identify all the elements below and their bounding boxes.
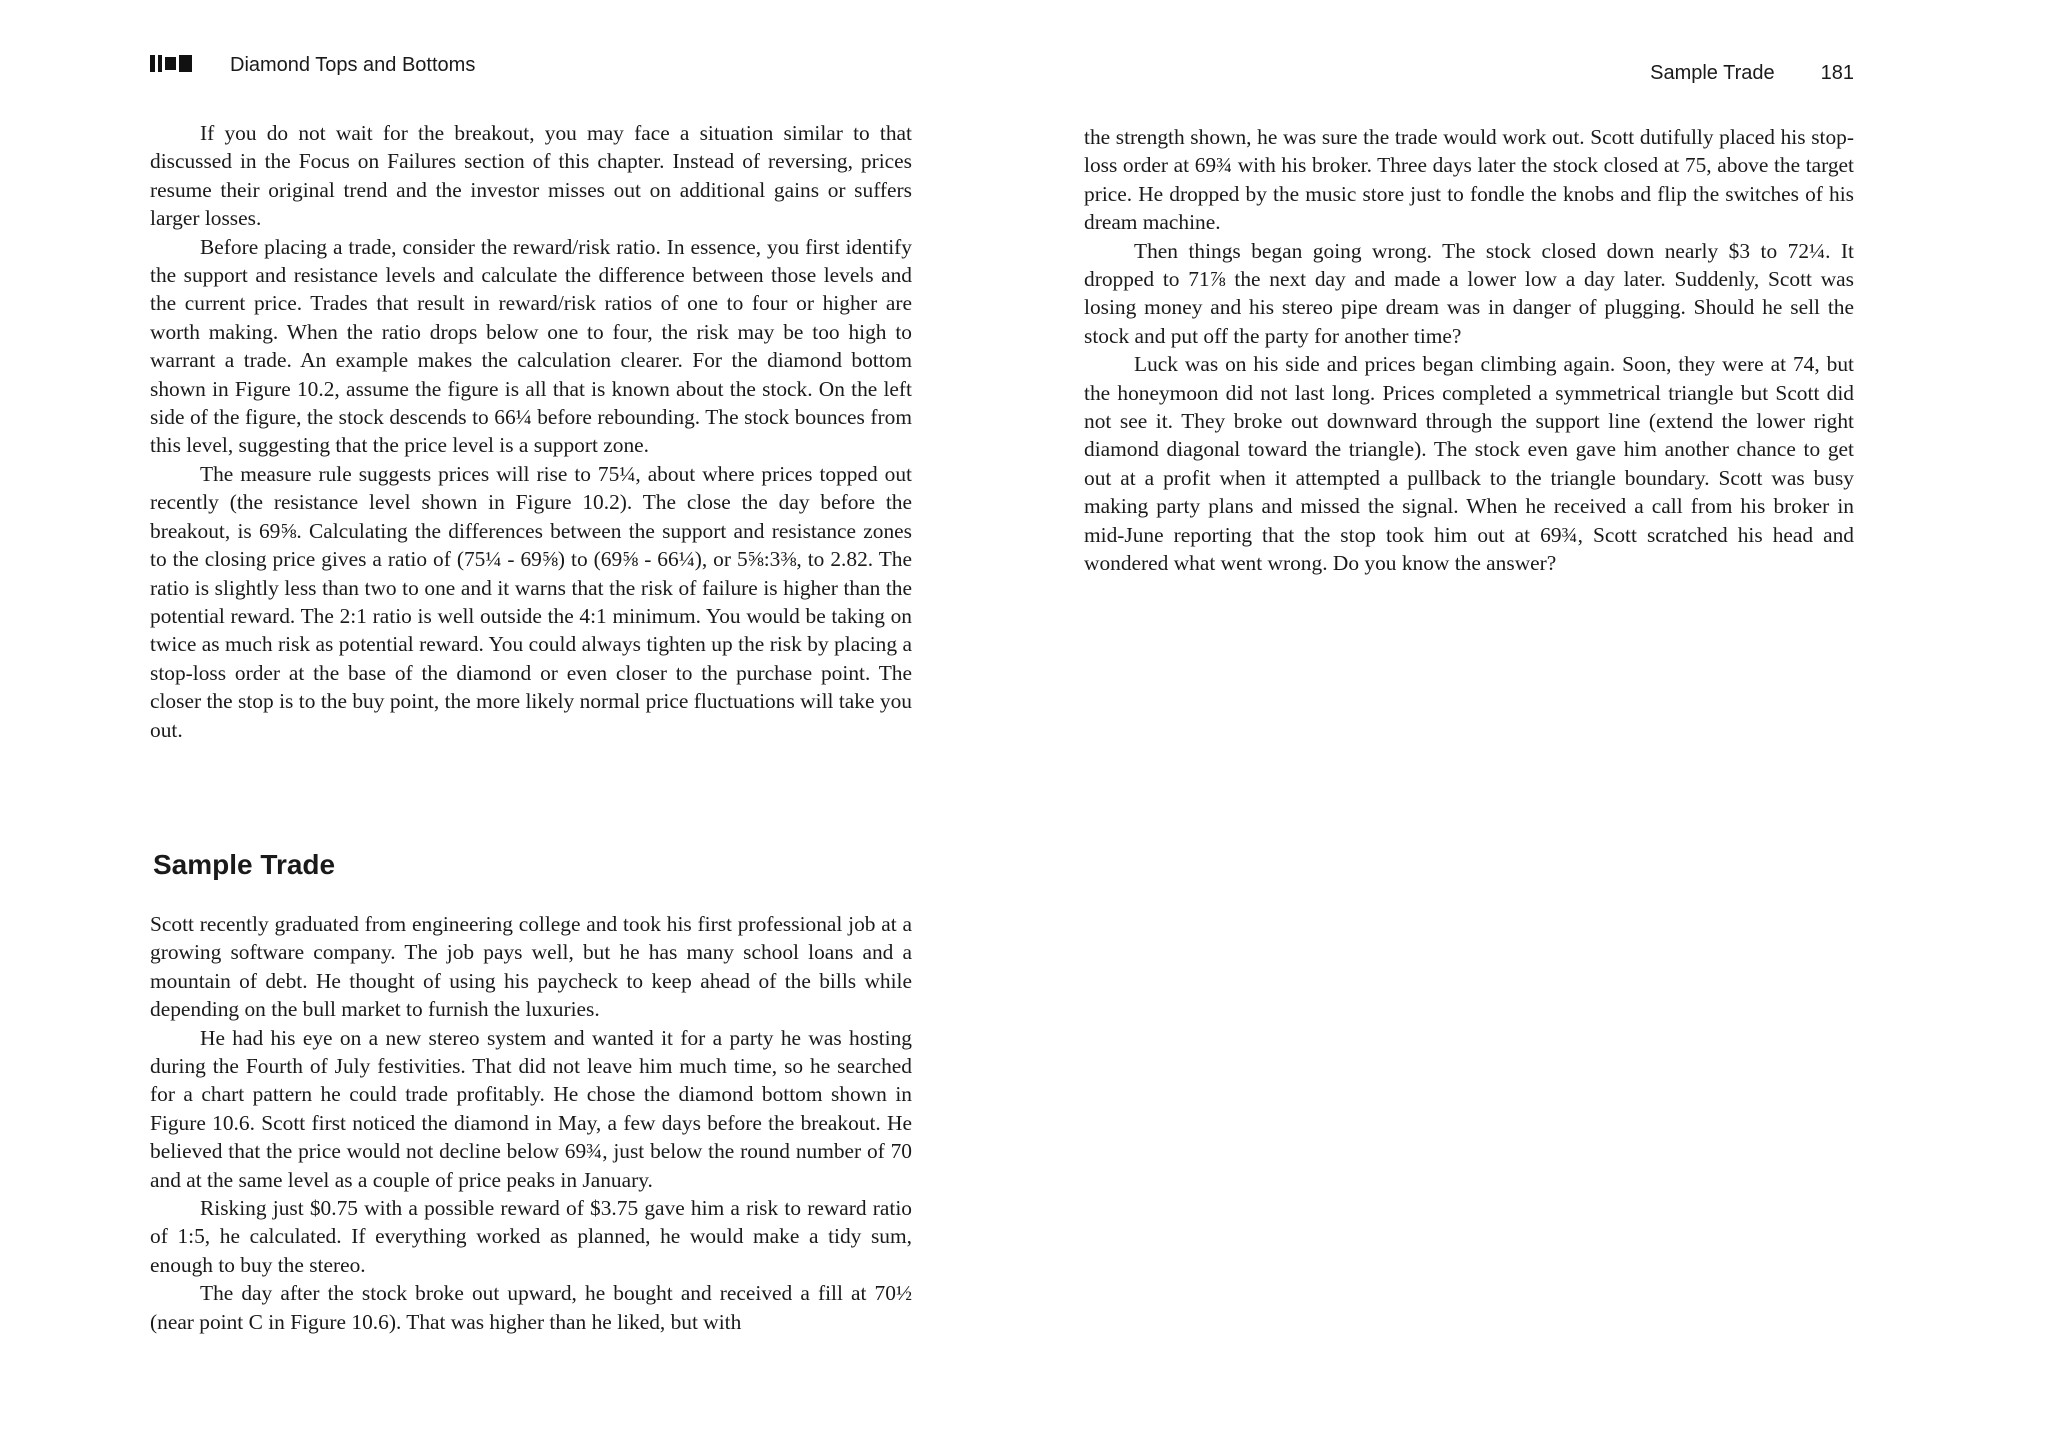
right-body-text xyxy=(1084,123,1854,578)
paragraph: He had his eye on a new stereo system and wanted it for a party he was hosting during the Fourth of July festivities. That did not leave him much time, so he searched for a chart pattern he could trade profitably. He chose the diamond bottom shown in Figure 10.6. Scott first noticed the diamond in May, a few days before the breakout. He believed that the price would not decline below 69¾, just below the round number of 70 and at the same level as a couple of price peaks in January. xyxy=(150,1025,912,1192)
left-folio xyxy=(150,55,192,72)
section-heading: Sample Trade xyxy=(153,849,336,880)
paragraph: The day after the stock broke out upward, he bought and received a fill at 70½ (near point C in Figure 10.6). That was higher than he liked, but with xyxy=(150,1281,912,1334)
right-running-head xyxy=(1650,62,1854,85)
left-running-head-title: Diamond Tops and Bottoms xyxy=(230,54,476,76)
sample-trade-text xyxy=(150,910,912,1336)
right-folio: 181 xyxy=(1820,62,1854,84)
left-running-head xyxy=(150,54,475,77)
paragraph: Then things began going wrong. The stock closed down nearly $3 to 72¼. It dropped to 71⅞ the next day and made a lower low a day later. Suddenly, Scott was losing money and his stereo pipe dream was in danger of plugging. Should he sell the stock and put off the party for another time? xyxy=(1084,238,1854,348)
right-running-head-title: Sample Trade xyxy=(1650,62,1775,84)
paragraph: If you do not wait for the breakout, you may face a situation similar to that discussed in the Focus on Failures section of this chapter. Instead of reversing, prices resume their original trend and the investor misses out on additional gains or suffers larger losses. xyxy=(150,121,912,231)
paragraph: The measure rule suggests prices will rise to 75¼, about where prices topped out recently (the resistance level shown in Figure 10.2). The close the day before the breakout, is 69⅝. Calculating the differences between the support and resistance zones to the closing price gives a ratio of (75¼ - 69⅝) to (69⅝ - 66¼), or 5⅝:3⅜, to 2.82. The ratio is slightly less than two to one and it warns that the risk of failure is higher than the potential reward. The 2:1 ratio is well outside the 4:1 minimum. You would be taking on twice as much risk as potential reward. You could always tighten up the risk by placing a stop-loss order at the base of the diamond or even closer to the purchase point. The closer the stop is to the buy point, the more likely normal price fluctuations will take you out. xyxy=(150,461,912,742)
paragraph: the strength shown, he was sure the trade would work out. Scott dutifully placed his stop-loss order at 69¾ with his broker. Three days later the stock closed at 75, above the target price. He dropped by the music store just to fondle the knobs and flip the switches of his dream machine. xyxy=(1084,125,1854,235)
paragraph: Luck was on his side and prices began climbing again. Soon, they were at 74, but the honeymoon did not last long. Prices completed a symmetrical triangle but Scott did not see it. They broke out downward through the support line (extend the lower right diamond diagonal toward the triangle). The stock even gave him another chance to get out at a profit when it attempted a pullback to the triangle boundary. Scott was busy making party plans and missed the signal. When he received a call from his broker in mid-June reporting that the stop took him out at 69¾, Scott scratched his head and wondered what went wrong. Do you know the answer? xyxy=(1084,352,1854,576)
paragraph: Scott recently graduated from engineering college and took his first professional job at a growing software company. The job pays well, but he has many school loans and a mountain of debt. He thought of using his paycheck to keep ahead of the bills while depending on the bull market to furnish the luxuries. xyxy=(150,912,912,1022)
paragraph: Risking just $0.75 with a possible reward of $3.75 gave him a risk to reward ratio of 1:5, he calculated. If everything worked as planned, he would make a tidy sum, enough to buy the stereo. xyxy=(150,1196,912,1277)
paragraph: Before placing a trade, consider the reward/risk ratio. In essence, you first identify the support and resistance levels and calculate the difference between those levels and the current price. Trades that result in reward/risk ratios of one to four or higher are worth making. When the ratio drops below one to four, the risk may be too high to warrant a trade. An example makes the calculation clearer. For the diamond bottom shown in Figure 10.2, assume the figure is all that is known about the stock. On the left side of the figure, the stock descends to 66¼ before rebounding. The stock bounces from this level, suggesting that the price level is a support zone. xyxy=(150,234,912,458)
left-intro-text xyxy=(150,119,912,744)
